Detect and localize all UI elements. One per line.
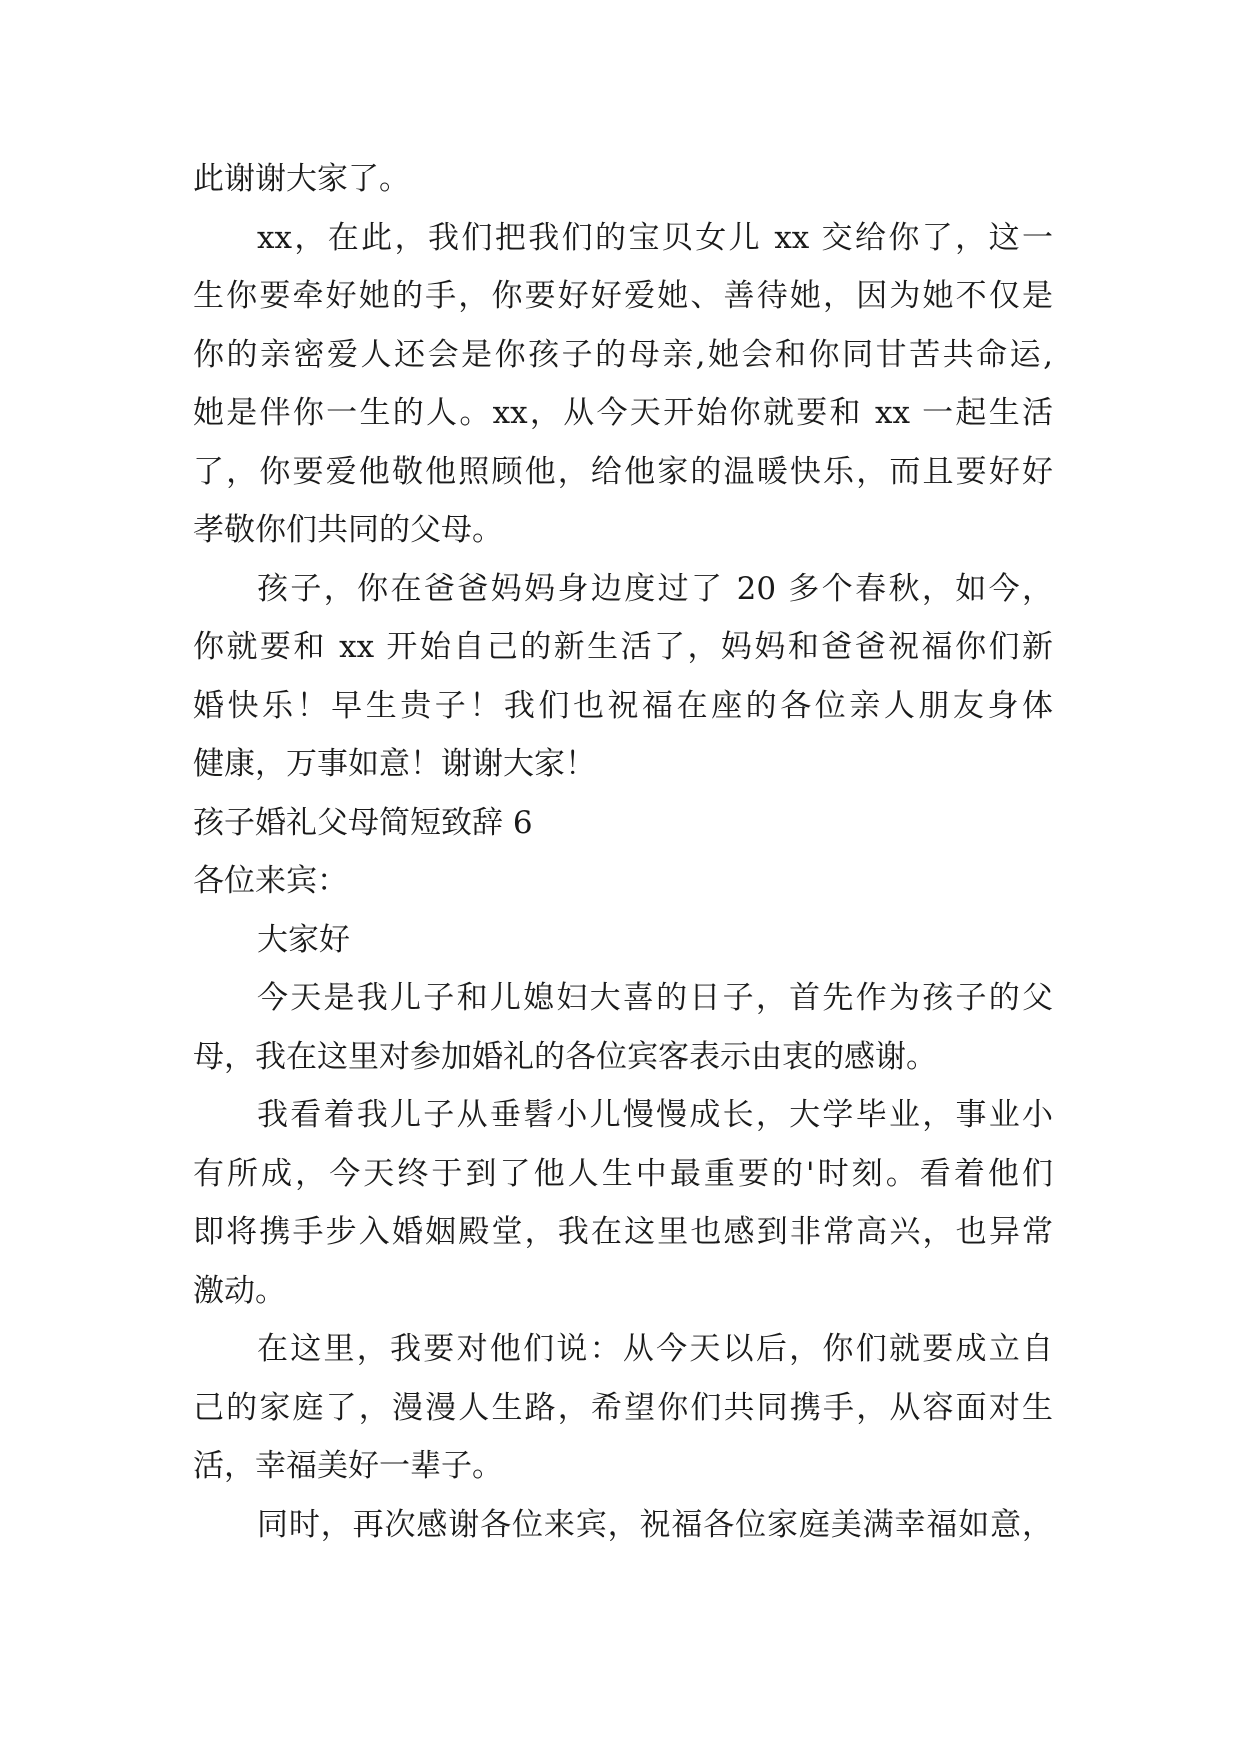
text-line: 孝敬你们共同的父母。 (193, 512, 503, 548)
salutation: 各位来宾： (193, 863, 348, 899)
text-line: 即将携手步入婚姻殿堂，我在这里也感到非常高兴，也异常 (193, 1214, 1053, 1250)
text-line: 你的亲密爱人还会是你孩子的母亲,她会和你同甘苦共命运, (193, 336, 1053, 373)
section-heading: 孩子婚礼父母简短致辞 6 (193, 804, 533, 841)
paragraph-first-line: 我看着我儿子从垂髫小儿慢慢成长，大学毕业，事业小 (257, 1097, 1053, 1133)
text-line: 母，我在这里对参加婚礼的各位宾客表示由衷的感谢。 (193, 1038, 937, 1075)
text-line: 此谢谢大家了。 (193, 161, 410, 197)
text-line: 激动。 (193, 1272, 286, 1309)
paragraph-first-line: 孩子，你在爸爸妈妈身边度过了 20 多个春秋，如今， (257, 570, 1053, 607)
text-line: 生你要牵好她的手，你要好好爱她、善待她，因为她不仅是 (193, 278, 1053, 314)
text-line: 了，你要爱他敬他照顾他，给他家的温暖快乐，而且要好好 (193, 453, 1053, 490)
paragraph-first-line: 同时，再次感谢各位来宾，祝福各位家庭美满幸福如意， (257, 1506, 1053, 1543)
text-line: 婚快乐！早生贵子！我们也祝福在座的各位亲人朋友身体 (193, 687, 1053, 724)
text-line: 你就要和 xx 开始自己的新生活了，妈妈和爸爸祝福你们新 (193, 629, 1053, 665)
paragraph-first-line: 在这里，我要对他们说：从今天以后，你们就要成立自 (257, 1331, 1053, 1367)
paragraph-first-line: xx，在此，我们把我们的宝贝女儿 xx 交给你了，这一 (257, 219, 1053, 256)
text-line: 她是伴你一生的人。xx，从今天开始你就要和 xx 一起生活 (193, 395, 1053, 431)
text-line: 己的家庭了，漫漫人生路，希望你们共同携手，从容面对生 (193, 1389, 1053, 1426)
paragraph-first-line: 今天是我儿子和儿媳妇大喜的日子，首先作为孩子的父 (257, 980, 1053, 1016)
text-line: 健康，万事如意！谢谢大家！ (193, 746, 596, 782)
text-line: 活，幸福美好一辈子。 (193, 1448, 503, 1484)
greeting: 大家好 (257, 921, 350, 958)
text-line: 有所成，今天终于到了他人生中最重要的'时刻。看着他们 (193, 1155, 1053, 1192)
body-text (193, 150, 1053, 1554)
